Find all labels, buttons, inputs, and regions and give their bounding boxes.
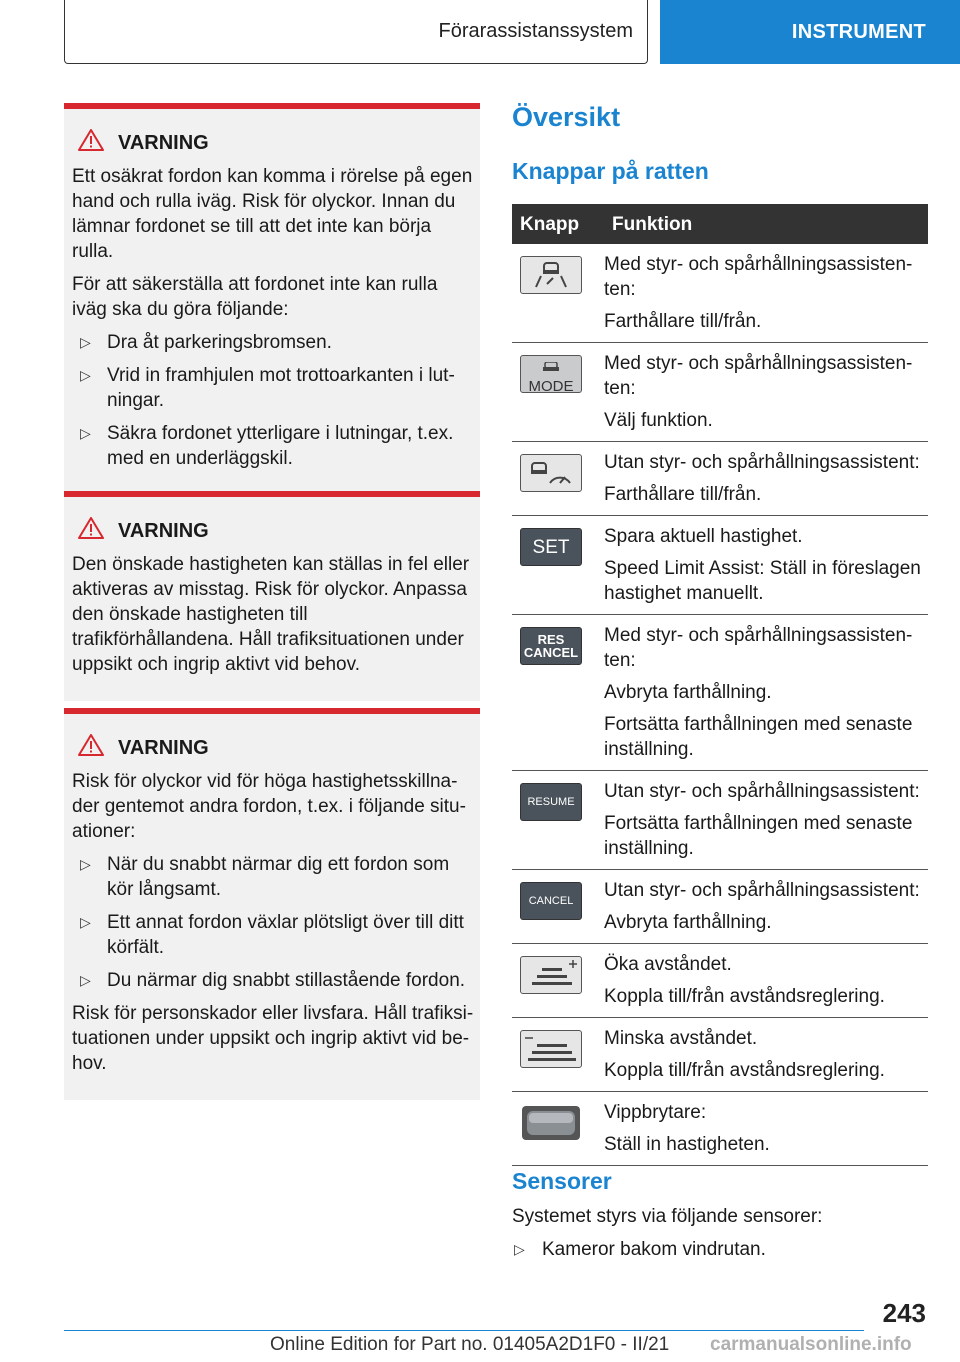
bullet-triangle-icon: ▷ xyxy=(80,425,91,441)
table-header-row xyxy=(512,204,928,244)
function-text: Spara aktuell hastighet. xyxy=(604,526,803,547)
distance-minus-icon xyxy=(520,1030,582,1068)
function-cell xyxy=(604,442,928,516)
list-item-text: Dra åt parkeringsbromsen. xyxy=(107,332,332,353)
function-cell xyxy=(604,1092,928,1166)
function-text: Ställ in hastigheten. xyxy=(604,1134,770,1155)
rocker-switch-icon xyxy=(520,1104,582,1142)
section-title: Förarassistanssystem xyxy=(438,20,633,42)
button-cell xyxy=(512,870,604,944)
list-item-text: Du närmar dig snabbt stillastående fordon. xyxy=(107,970,466,991)
table-row xyxy=(512,870,928,944)
function-cell xyxy=(604,870,928,944)
warning-paragraph: Risk för olyckor vid för höga hastighetsskillna-der gentemot andra fordon, t.ex. i följande situ-ationer: xyxy=(72,771,466,842)
list-item xyxy=(72,330,474,355)
warning-paragraph: Ett osäkrat fordon kan komma i rörelse på egen hand och rulla iväg. Risk för olyckor. Innan du lämnar fordonet se till att det inte kan börja rulla. xyxy=(72,166,473,262)
function-text: Koppla till/från avståndsreglering. xyxy=(604,986,885,1007)
header-button-col: Knapp xyxy=(512,204,604,244)
table-row xyxy=(512,1018,928,1092)
cruise-control-icon xyxy=(520,454,582,492)
button-cell xyxy=(512,244,604,343)
button-cell xyxy=(512,771,604,870)
function-text: Fortsätta farthållningen med senaste inställning. xyxy=(604,813,913,859)
warning-list xyxy=(72,852,474,993)
function-text: Speed Limit Assist: Ställ in föreslagen hastighet manuellt. xyxy=(604,558,921,604)
warning-list xyxy=(72,330,474,471)
function-text: Med styr- och spårhållningsassisten-ten: xyxy=(604,353,913,399)
function-text: Farthållare till/från. xyxy=(604,484,762,505)
warning-box xyxy=(64,491,480,701)
list-item xyxy=(72,968,474,993)
warning-title xyxy=(78,517,474,546)
bullet-triangle-icon: ▷ xyxy=(80,367,91,383)
table-row xyxy=(512,615,928,771)
button-icon-label: MODE xyxy=(528,378,574,395)
function-cell xyxy=(604,771,928,870)
function-cell xyxy=(604,1018,928,1092)
table-row xyxy=(512,343,928,442)
header-function-col: Funktion xyxy=(604,204,928,244)
list-item: ▷ Kameror bakom vindrutan. xyxy=(514,1239,766,1260)
function-text: Minska avståndet. xyxy=(604,1028,758,1049)
function-text: Farthållare till/från. xyxy=(604,311,762,332)
cancel-button-icon xyxy=(520,882,582,920)
function-cell xyxy=(604,244,928,343)
warning-title-text: VARNING xyxy=(118,737,209,759)
button-icon-label: RES CANCEL xyxy=(523,632,579,660)
table-row xyxy=(512,516,928,615)
table-row xyxy=(512,944,928,1018)
footer-edition: Online Edition for Part no. 01405A2D1F0 - II/21 xyxy=(270,1334,670,1355)
function-cell xyxy=(604,516,928,615)
set-button-icon xyxy=(520,528,582,566)
function-cell xyxy=(604,944,928,1018)
button-cell xyxy=(512,516,604,615)
function-text: Välj funktion. xyxy=(604,410,713,431)
list-item xyxy=(72,363,474,413)
bullet-triangle-icon: ▷ xyxy=(80,914,91,930)
header-chapter-tab[interactable] xyxy=(660,0,960,64)
bullet-triangle-icon: ▷ xyxy=(80,856,91,872)
watermark: carmanualsonline.info xyxy=(710,1334,912,1355)
page-number: 243 xyxy=(882,1298,926,1328)
distance-plus-icon xyxy=(520,956,582,994)
function-text: Avbryta farthållning. xyxy=(604,912,772,933)
list-item xyxy=(72,852,474,902)
function-text: Med styr- och spårhållningsassisten-ten: xyxy=(604,254,913,300)
button-icon-label: CANCEL xyxy=(528,894,574,907)
list-item-text: När du snabbt närmar dig ett fordon som kör långsamt. xyxy=(107,854,450,900)
overview-heading: Översikt xyxy=(512,102,621,132)
warning-triangle-icon xyxy=(78,734,118,763)
button-cell xyxy=(512,442,604,516)
function-text: Med styr- och spårhållningsassisten-ten: xyxy=(604,625,913,671)
function-text: Utan styr- och spårhållningsassistent: xyxy=(604,880,920,901)
function-text: Utan styr- och spårhållningsassistent: xyxy=(604,452,920,473)
resume-button-icon xyxy=(520,783,582,821)
list-item xyxy=(72,910,474,960)
list-item-text: Ett annat fordon växlar plötsligt över till ditt körfält. xyxy=(107,912,464,958)
buttons-table xyxy=(512,204,928,1166)
button-cell xyxy=(512,615,604,771)
function-text: Avbryta farthållning. xyxy=(604,682,772,703)
warning-box xyxy=(64,103,480,495)
mode-button-icon xyxy=(520,355,582,393)
function-cell xyxy=(604,343,928,442)
warning-paragraph: Risk för personskador eller livsfara. Håll trafiksi-tuationen under uppsikt och ingrip aktivt vid be-hov. xyxy=(72,1003,474,1074)
table-row xyxy=(512,442,928,516)
warning-title xyxy=(78,129,474,158)
function-text: Vippbrytare: xyxy=(604,1102,707,1123)
res-cancel-button-icon xyxy=(520,627,582,665)
button-icon-label: RESUME xyxy=(527,795,575,808)
sensors-intro: Systemet styrs via följande sensorer: xyxy=(512,1206,823,1227)
warning-paragraph: För att säkerställa att fordonet inte kan rulla iväg ska du göra följande: xyxy=(72,274,438,320)
button-icon-label: SET xyxy=(532,536,570,558)
function-text: Öka avståndet. xyxy=(604,954,732,975)
steering-buttons-heading: Knappar på ratten xyxy=(512,158,709,184)
table-row xyxy=(512,771,928,870)
sensors-list xyxy=(512,1237,928,1262)
button-cell xyxy=(512,944,604,1018)
warning-triangle-icon xyxy=(78,129,118,158)
list-item-text: Vrid in framhjulen mot trottoarkanten i lut-ningar. xyxy=(107,365,455,411)
function-cell xyxy=(604,615,928,771)
steering-assist-icon xyxy=(520,256,582,294)
sensors-section xyxy=(512,1204,928,1262)
warning-paragraph: Den önskade hastigheten kan ställas in fel eller aktiveras av misstag. Risk för olyckor. Anpassa den önskade hastigheten till trafikförhållandena. Håll trafiksituationen under uppsikt och ingrip aktivt vid behov. xyxy=(72,554,470,675)
bullet-triangle-icon: ▷ xyxy=(80,972,91,988)
button-cell xyxy=(512,1092,604,1166)
warning-box xyxy=(64,708,480,1100)
car-icon xyxy=(542,354,560,379)
button-cell xyxy=(512,1018,604,1092)
bullet-triangle-icon: ▷ xyxy=(80,334,91,350)
warning-title-text: VARNING xyxy=(118,520,209,542)
warning-triangle-icon xyxy=(78,517,118,546)
chapter-title: INSTRUMENT xyxy=(791,20,926,43)
footer-divider xyxy=(64,1330,864,1331)
bullet-triangle-icon: ▷ xyxy=(514,1241,525,1257)
function-text: Koppla till/från avståndsreglering. xyxy=(604,1060,885,1081)
function-text: Utan styr- och spårhållningsassistent: xyxy=(604,781,920,802)
table-row xyxy=(512,1092,928,1166)
table-row xyxy=(512,244,928,343)
warning-title-text: VARNING xyxy=(118,132,209,154)
sensors-heading: Sensorer xyxy=(512,1168,612,1194)
warning-title xyxy=(78,734,474,763)
list-item xyxy=(72,421,474,471)
list-item-text: Säkra fordonet ytterligare i lutningar, t.ex. med en underläggskil. xyxy=(107,423,454,469)
function-text: Fortsätta farthållningen med senaste inställning. xyxy=(604,714,913,760)
header-section xyxy=(64,0,648,64)
button-cell xyxy=(512,343,604,442)
